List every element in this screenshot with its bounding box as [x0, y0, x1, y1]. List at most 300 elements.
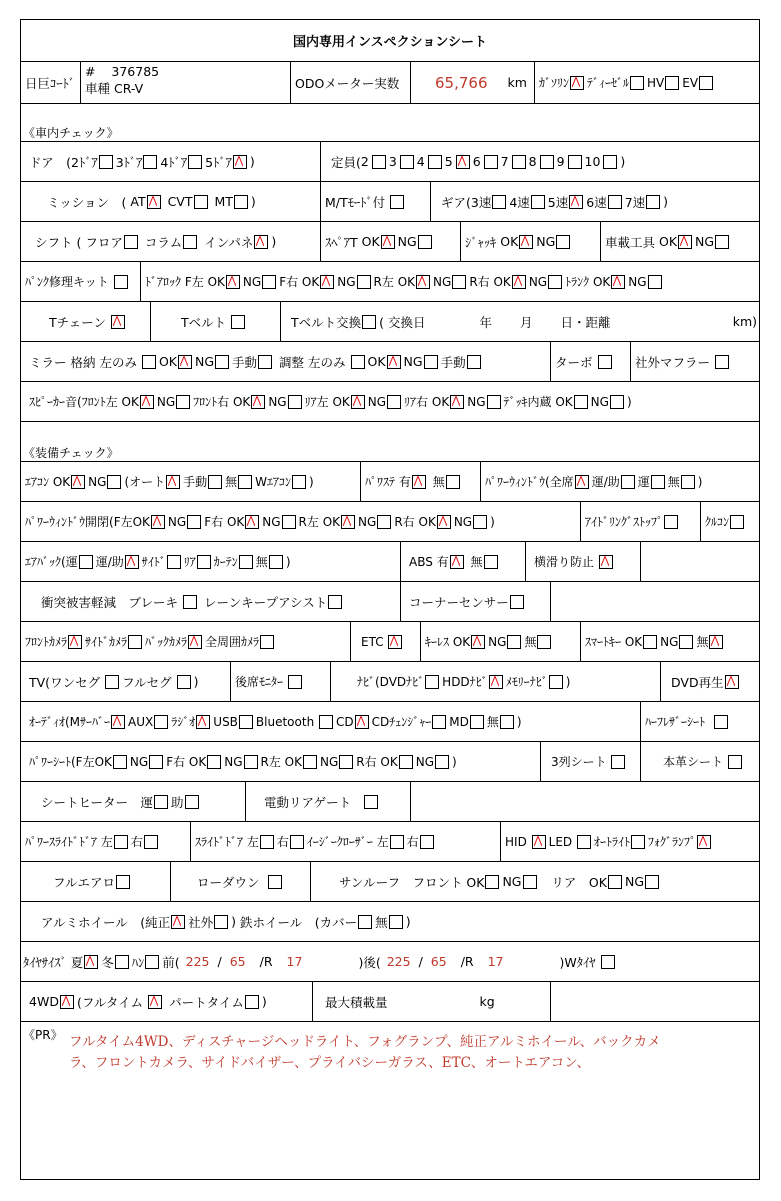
lock-fl-ng-checkbox[interactable] — [262, 275, 276, 289]
half-leather-cell — [641, 702, 761, 741]
speaker-fr-ng-checkbox[interactable] — [288, 395, 302, 409]
seat-5-checkbox[interactable] — [456, 155, 470, 169]
tire-summer-label: ﾀｲﾔｻｲｽﾞ 夏 — [23, 954, 84, 970]
slide-left-checkbox[interactable] — [260, 835, 274, 849]
at-checkbox[interactable] — [147, 195, 161, 209]
spare-ng-label: NG — [397, 234, 417, 249]
hid-label: HID — [505, 834, 527, 849]
pw-rr-label: R右 — [394, 515, 415, 529]
front-camera-checkbox[interactable] — [68, 635, 82, 649]
pw-fl-ng-checkbox[interactable] — [187, 515, 201, 529]
steel-none-checkbox[interactable] — [389, 915, 403, 929]
pw-driver-checkbox[interactable] — [651, 475, 665, 489]
rear-gate-checkbox[interactable] — [364, 795, 378, 809]
tire-han-label: ﾊﾝ — [131, 954, 145, 970]
aircon-auto-checkbox[interactable] — [166, 475, 180, 489]
gear-5-checkbox[interactable] — [569, 195, 583, 209]
fullseg-checkbox[interactable] — [177, 675, 191, 689]
seat-9-checkbox[interactable] — [568, 155, 582, 169]
autolight-checkbox[interactable] — [631, 835, 645, 849]
pw-label: ﾊﾟﾜｰｳｨﾝﾄﾞｳ(全席 — [485, 475, 574, 489]
cruise-checkbox[interactable] — [730, 515, 744, 529]
rear-monitor-cell — [231, 662, 331, 701]
pseat-fl-ok-checkbox[interactable] — [113, 755, 127, 769]
cd-checkbox[interactable] — [355, 715, 369, 729]
smartkey-label: ｽﾏｰﾄｷｰ — [585, 635, 622, 649]
bluetooth-checkbox[interactable] — [319, 715, 333, 729]
fuel-diesel-label: ﾃﾞｨｰｾﾞﾙ — [587, 76, 630, 90]
tbelt-checkbox[interactable] — [231, 315, 245, 329]
lock-trunk-ok-checkbox[interactable] — [611, 275, 625, 289]
mirror-adjust-ok-label: OK — [367, 354, 386, 369]
turbo-checkbox[interactable] — [598, 355, 612, 369]
full-aero-checkbox[interactable] — [116, 875, 130, 889]
easy-close-right-checkbox[interactable] — [420, 835, 434, 849]
etc-checkbox[interactable] — [388, 635, 402, 649]
tbelt-change-checkbox[interactable] — [362, 315, 376, 329]
pseat-fr-ng-label: NG — [224, 754, 243, 769]
steel-close: ) — [405, 914, 411, 929]
mirror-fold-ng-label: NG — [194, 354, 215, 369]
third-row-checkbox[interactable] — [611, 755, 625, 769]
slide-right-checkbox[interactable] — [290, 835, 304, 849]
lock-rl-ok-checkbox[interactable] — [416, 275, 430, 289]
pslide-right-label: 右 — [130, 835, 143, 849]
w-tire-checkbox[interactable] — [601, 955, 615, 969]
muffler-cell — [631, 342, 761, 381]
mirror-fold-manual-checkbox[interactable] — [258, 355, 272, 369]
memory-navi-label: ﾒﾓﾘｰﾅﾋﾞ — [505, 675, 548, 689]
speaker-rl-ok-checkbox[interactable] — [351, 395, 365, 409]
full-aero-cell — [21, 862, 171, 901]
pslide-left-label: ﾊﾟﾜｰｽﾗｲﾄﾞﾄﾞｱ 左 — [25, 835, 113, 849]
steel-none-label: 無 — [375, 914, 388, 930]
seat-8-label: 8 — [528, 154, 537, 169]
smartkey-none-checkbox[interactable] — [709, 635, 723, 649]
airbag-label: ｴｱﾊﾞｯｸ( — [25, 555, 66, 569]
tools-ok-checkbox[interactable] — [678, 235, 692, 249]
fwd-checkbox[interactable] — [60, 995, 74, 1009]
tire-front-ratio: 65 — [229, 954, 246, 969]
shift-panel-label: インパネ — [204, 234, 254, 250]
abs-no-label: 無 — [470, 555, 483, 569]
idle-cell — [581, 502, 701, 541]
door-row — [21, 142, 759, 182]
seat-4-checkbox[interactable] — [428, 155, 442, 169]
tire-front-slash: / — [217, 954, 222, 969]
memory-navi-checkbox[interactable] — [549, 675, 563, 689]
keyless-ok-checkbox[interactable] — [471, 635, 485, 649]
keyless-ng-label: NG — [488, 634, 507, 649]
gear-7-checkbox[interactable] — [646, 195, 660, 209]
code-model-cell — [81, 62, 291, 103]
door-5-checkbox[interactable] — [233, 155, 247, 169]
equip-section-title: 《装備チェック》 — [23, 446, 119, 460]
pw-rr-ok-checkbox[interactable] — [437, 515, 451, 529]
aircon-none-checkbox[interactable] — [238, 475, 252, 489]
pw-rl-ng-label: NG — [358, 514, 377, 529]
navi-label: ﾅﾋﾞ(DVDﾅﾋﾞ — [357, 675, 425, 689]
steel-cover-checkbox[interactable] — [358, 915, 372, 929]
seat-5-label: 5 — [444, 154, 453, 169]
pw-fl-ok-label: OK — [132, 514, 150, 529]
seat-10-checkbox[interactable] — [603, 155, 617, 169]
aircon-ng-checkbox[interactable] — [107, 475, 121, 489]
airbag-curtain-checkbox[interactable] — [239, 555, 253, 569]
abs-no-checkbox[interactable] — [484, 555, 498, 569]
door-cell — [21, 142, 321, 181]
aircon-manual-label: 手動 — [183, 475, 208, 489]
alloy-label: アルミホイール (純正 — [41, 914, 171, 930]
speaker-deck-ok-checkbox[interactable] — [574, 395, 588, 409]
speaker-rr-ok-checkbox[interactable] — [450, 395, 464, 409]
tire-rear-width: 225 — [386, 954, 411, 969]
jack-ng-checkbox[interactable] — [556, 235, 570, 249]
speaker-cell — [21, 382, 761, 421]
doorlock-cell — [141, 262, 761, 301]
pw-fl-ok-checkbox[interactable] — [151, 515, 165, 529]
brake-checkbox[interactable] — [183, 595, 197, 609]
pseat-rl-ng-label: NG — [319, 754, 339, 769]
cd-label: CD — [336, 714, 354, 729]
smartkey-ng-label: NG — [660, 634, 679, 649]
sunroof-front-label: サンルーフ フロント OK — [339, 874, 485, 890]
leather-checkbox[interactable] — [728, 755, 742, 769]
mirror-fold-ok-label: OK — [158, 354, 177, 369]
tools-ok-label: OK — [659, 234, 678, 249]
slide-prevent-checkbox[interactable] — [599, 555, 613, 569]
shift-panel-checkbox[interactable] — [254, 235, 268, 249]
around-camera-checkbox[interactable] — [260, 635, 274, 649]
ps-no-checkbox[interactable] — [446, 475, 460, 489]
cruise-label: ｸﾙｺﾝ — [705, 515, 730, 529]
ps-label: ﾊﾟﾜｽﾃ — [365, 475, 396, 489]
hid-checkbox[interactable] — [532, 835, 546, 849]
heater-driver-checkbox[interactable] — [154, 795, 168, 809]
airbag-both-checkbox[interactable] — [125, 555, 139, 569]
cd-changer-checkbox[interactable] — [432, 715, 446, 729]
door-5-label: 5ﾄﾞｱ — [205, 154, 232, 170]
lock-fr-ng-checkbox[interactable] — [357, 275, 371, 289]
sunroof-front-ng-label: NG — [502, 874, 522, 889]
fuel-hv-checkbox[interactable] — [665, 76, 679, 90]
lock-fr-ok-checkbox[interactable] — [320, 275, 334, 289]
pw-all-checkbox[interactable] — [575, 475, 589, 489]
pw-both-checkbox[interactable] — [621, 475, 635, 489]
shift-column-label: コラム — [144, 234, 183, 250]
pw-both-label: 運/助 — [591, 475, 620, 489]
spare-ok-checkbox[interactable] — [381, 235, 395, 249]
kit-cell — [21, 262, 141, 301]
radio-checkbox[interactable] — [196, 715, 210, 729]
speaker-deck-ng-checkbox[interactable] — [610, 395, 624, 409]
speaker-rl-ng-checkbox[interactable] — [387, 395, 401, 409]
half-leather-checkbox[interactable] — [714, 715, 728, 729]
mirror-fold-ng-checkbox[interactable] — [215, 355, 229, 369]
tv-cell — [21, 662, 231, 701]
shift-floor-checkbox[interactable] — [124, 235, 138, 249]
fuel-diesel-checkbox[interactable] — [630, 76, 644, 90]
bluetooth-label: Bluetooth — [255, 714, 315, 729]
slide-prevent-label: 横滑り防止 — [534, 555, 595, 569]
fuel-gasoline-label: ｶﾞｿﾘﾝ — [539, 76, 570, 90]
airbag-driver-checkbox[interactable] — [79, 555, 93, 569]
speaker-fl-ok-checkbox[interactable] — [140, 395, 154, 409]
back-camera-checkbox[interactable] — [188, 635, 202, 649]
lock-rr-ng-checkbox[interactable] — [548, 275, 562, 289]
fulltime-checkbox[interactable] — [148, 995, 162, 1009]
aircon-auto-label: (オート — [124, 475, 166, 489]
pw-fr-ok-checkbox[interactable] — [245, 515, 259, 529]
pseat-fr-ng-checkbox[interactable] — [244, 755, 258, 769]
gear-3-label: 3速 — [470, 194, 492, 210]
lock-trunk-label: ﾄﾗﾝｸ — [565, 275, 590, 289]
tire-summer-checkbox[interactable] — [84, 955, 98, 969]
pw-open-cell — [21, 502, 581, 541]
md-checkbox[interactable] — [470, 715, 484, 729]
model-value: CR-V — [114, 81, 144, 96]
idle-stop-checkbox[interactable] — [664, 515, 678, 529]
md-label: MD — [449, 714, 469, 729]
abs-cell — [401, 542, 526, 581]
gear-6-checkbox[interactable] — [608, 195, 622, 209]
audio-none-checkbox[interactable] — [500, 715, 514, 729]
aircon-ok-checkbox[interactable] — [71, 475, 85, 489]
tire-rear-rim: 17 — [487, 954, 504, 969]
led-label: LED — [548, 834, 573, 849]
lock-trunk-ng-checkbox[interactable] — [648, 275, 662, 289]
cd-changer-label: CDﾁｪﾝｼﾞｬｰ — [371, 715, 432, 729]
mirror-adjust-left-checkbox[interactable] — [351, 355, 365, 369]
tbelt-change-cell — [281, 302, 761, 341]
seat-2-checkbox[interactable] — [372, 155, 386, 169]
heater-pass-label: 助 — [171, 794, 184, 810]
heater-pass-checkbox[interactable] — [185, 795, 199, 809]
tchain-cell — [21, 302, 151, 341]
pw-none-label: 無 — [667, 475, 680, 489]
gear-4-label: 4速 — [509, 194, 530, 210]
lock-fl-label: F左 — [184, 275, 204, 289]
mission-row — [21, 182, 759, 222]
pr-label: 《PR》 — [23, 1028, 63, 1042]
pr-area — [21, 1022, 759, 1181]
parttime-checkbox[interactable] — [245, 995, 259, 1009]
aux-label: AUX — [128, 714, 154, 729]
door-2-checkbox[interactable] — [99, 155, 113, 169]
mirror-adjust-ok-checkbox[interactable] — [387, 355, 401, 369]
smartkey-ng-checkbox[interactable] — [679, 635, 693, 649]
mirror-adjust-ng-checkbox[interactable] — [424, 355, 438, 369]
tire-han-checkbox[interactable] — [145, 955, 159, 969]
parttime-label: パートタイム — [169, 994, 244, 1010]
power-seat-row — [21, 742, 759, 782]
pseat-fl-ng-label: NG — [129, 754, 149, 769]
airbag-side-checkbox[interactable] — [167, 555, 181, 569]
fog-checkbox[interactable] — [697, 835, 711, 849]
pseat-close: ) — [452, 754, 457, 769]
dvd-navi-checkbox[interactable] — [425, 675, 439, 689]
repair-kit-checkbox[interactable] — [114, 275, 128, 289]
smartkey-none-label: 無 — [696, 635, 709, 649]
seat-8-checkbox[interactable] — [540, 155, 554, 169]
corner-sensor-checkbox[interactable] — [510, 595, 524, 609]
pw-rl-ok-checkbox[interactable] — [341, 515, 355, 529]
muffler-checkbox[interactable] — [715, 355, 729, 369]
tv-row — [21, 662, 759, 702]
third-row-label: 3列シート — [551, 755, 607, 769]
smartkey-ok-checkbox[interactable] — [643, 635, 657, 649]
pslide-right-checkbox[interactable] — [144, 835, 158, 849]
pslide-left-checkbox[interactable] — [114, 835, 128, 849]
seat-6-checkbox[interactable] — [484, 155, 498, 169]
mirror-adjust-ng-label: NG — [403, 354, 423, 369]
aircon-w-checkbox[interactable] — [292, 475, 306, 489]
mirror-adjust-label: 調整 左のみ — [279, 354, 346, 370]
aux-checkbox[interactable] — [154, 715, 168, 729]
odo-unit: km — [507, 75, 527, 90]
sunroof-rear-label: リア OK — [551, 874, 607, 890]
speaker-fr-ng-label: NG — [268, 394, 287, 409]
gear-4-checkbox[interactable] — [531, 195, 545, 209]
dvd-play-label: DVD再生 — [671, 674, 724, 690]
pw-rr-ng-checkbox[interactable] — [473, 515, 487, 529]
idle-stop-label: ｱｲﾄﾞﾘﾝｸﾞｽﾄｯﾌﾟ — [585, 515, 664, 529]
tire-winter-checkbox[interactable] — [115, 955, 129, 969]
alloy-aftermarket-checkbox[interactable] — [214, 915, 228, 929]
tv-label: TV(ワンセグ — [29, 674, 101, 690]
ps-no-label: 無 — [432, 475, 445, 489]
mirror-fold-label: ミラー 格納 左のみ — [29, 354, 137, 370]
spare-ok-label: OK — [361, 234, 380, 249]
autolight-label: ｵｰﾄﾗｲﾄ — [593, 835, 630, 849]
audio-label: ｵｰﾃﾞｨｵ(Mｻｰﾊﾞｰ — [29, 715, 111, 729]
camera-row — [21, 622, 759, 662]
day-distance-label: 日・距離 — [560, 314, 611, 330]
pw-fr-ng-checkbox[interactable] — [282, 515, 296, 529]
cvt-checkbox[interactable] — [194, 195, 208, 209]
pseat-fl-ng-checkbox[interactable] — [149, 755, 163, 769]
fuel-gasoline-checkbox[interactable] — [570, 76, 584, 90]
max-load-label: 最大積載量 — [325, 994, 388, 1010]
easy-close-left-checkbox[interactable] — [390, 835, 404, 849]
mtmode-checkbox[interactable] — [390, 195, 404, 209]
pseat-fl-label: ﾊﾟﾜｰｼｰﾄ(F左OK — [29, 755, 112, 769]
oneseg-checkbox[interactable] — [105, 675, 119, 689]
sunroof-rear-ok-checkbox[interactable] — [608, 875, 622, 889]
speaker-rr-ok-label: OK — [431, 394, 450, 409]
alloy-aftermarket-label: 社外 — [188, 914, 214, 930]
sunroof-front-ok-checkbox[interactable] — [485, 875, 499, 889]
aircon-manual-checkbox[interactable] — [208, 475, 222, 489]
pseat-rr-ng-checkbox[interactable] — [435, 755, 449, 769]
mirror-fold-ok-checkbox[interactable] — [178, 355, 192, 369]
mirror-adjust-manual-checkbox[interactable] — [467, 355, 481, 369]
lowdown-cell — [171, 862, 311, 901]
wheel-cell — [21, 902, 761, 941]
sunroof-rear-ng-checkbox[interactable] — [645, 875, 659, 889]
jack-cell — [461, 222, 601, 261]
sheet-title: 国内専用インスペクションシート — [292, 35, 488, 50]
speaker-fr-ok-checkbox[interactable] — [251, 395, 265, 409]
rear-gate-label: 電動リアゲート — [264, 794, 352, 810]
speaker-rl-ng-label: NG — [367, 394, 387, 409]
steel-label: 鉄ホイール (カバー — [240, 914, 358, 930]
jack-ok-checkbox[interactable] — [519, 235, 533, 249]
lowdown-label: ローダウン — [197, 874, 260, 890]
pseat-rl-ok-checkbox[interactable] — [303, 755, 317, 769]
door-4-checkbox[interactable] — [188, 155, 202, 169]
m-server-checkbox[interactable] — [111, 715, 125, 729]
speaker-fl-ng-checkbox[interactable] — [176, 395, 190, 409]
third-row-cell — [541, 742, 641, 781]
airbag-none-checkbox[interactable] — [269, 555, 283, 569]
lock-fl-ok-checkbox[interactable] — [226, 275, 240, 289]
pw-none-checkbox[interactable] — [681, 475, 695, 489]
usb-checkbox[interactable] — [239, 715, 253, 729]
airbag-rear-checkbox[interactable] — [197, 555, 211, 569]
sunroof-front-ng-checkbox[interactable] — [523, 875, 537, 889]
side-camera-checkbox[interactable] — [128, 635, 142, 649]
interior-title-row — [21, 104, 759, 142]
lane-keep-checkbox[interactable] — [328, 595, 342, 609]
keyless-none-checkbox[interactable] — [537, 635, 551, 649]
door-3-checkbox[interactable] — [143, 155, 157, 169]
airbag-rear-label: ﾘｱ — [183, 555, 196, 569]
pseat-rr-ok-checkbox[interactable] — [399, 755, 413, 769]
mirror-fold-left-checkbox[interactable] — [142, 355, 156, 369]
led-checkbox[interactable] — [577, 835, 591, 849]
at-label: AT — [130, 194, 146, 209]
spare-ng-checkbox[interactable] — [418, 235, 432, 249]
hdd-navi-checkbox[interactable] — [489, 675, 503, 689]
gear-6-label: 6速 — [586, 194, 607, 210]
speaker-rr-ng-checkbox[interactable] — [487, 395, 501, 409]
pseat-fr-ok-checkbox[interactable] — [207, 755, 221, 769]
alloy-genuine-checkbox[interactable] — [171, 915, 185, 929]
pseat-fr-label: F右 OK — [166, 755, 207, 769]
pw-fr-ok-label: OK — [226, 514, 245, 529]
speaker-rr-label: ﾘｱ右 — [404, 395, 429, 409]
lock-rl-ng-checkbox[interactable] — [452, 275, 466, 289]
tools-ng-checkbox[interactable] — [715, 235, 729, 249]
around-camera-label: 全周囲ｶﾒﾗ — [205, 635, 260, 649]
change-date-label: ( 交換日 — [379, 314, 426, 330]
ps-has-checkbox[interactable] — [412, 475, 426, 489]
jack-ng-label: NG — [536, 234, 556, 249]
lock-rr-ok-checkbox[interactable] — [512, 275, 526, 289]
easy-close-right-label: 右 — [406, 835, 419, 849]
pseat-rl-ng-checkbox[interactable] — [339, 755, 353, 769]
abs-has-checkbox[interactable] — [450, 555, 464, 569]
mirror-adjust-manual-label: 手動 — [440, 354, 466, 370]
fulltime-label: (フルタイム — [76, 994, 144, 1010]
keyless-label: ｷｰﾚｽ — [425, 635, 450, 649]
seat-7-checkbox[interactable] — [512, 155, 526, 169]
pw-rl-ng-checkbox[interactable] — [377, 515, 391, 529]
door-4-label: 4ﾄﾞｱ — [160, 154, 188, 170]
seat-3-checkbox[interactable] — [400, 155, 414, 169]
lowdown-checkbox[interactable] — [268, 875, 282, 889]
gear-3-checkbox[interactable] — [492, 195, 506, 209]
fuel-ev-checkbox[interactable] — [699, 76, 713, 90]
mt-checkbox[interactable] — [234, 195, 248, 209]
shift-column-checkbox[interactable] — [183, 235, 197, 249]
tchain-checkbox[interactable] — [111, 315, 125, 329]
rear-monitor-checkbox[interactable] — [288, 675, 302, 689]
dvd-play-checkbox[interactable] — [725, 675, 739, 689]
audio-cell — [21, 702, 641, 741]
keyless-ng-checkbox[interactable] — [507, 635, 521, 649]
